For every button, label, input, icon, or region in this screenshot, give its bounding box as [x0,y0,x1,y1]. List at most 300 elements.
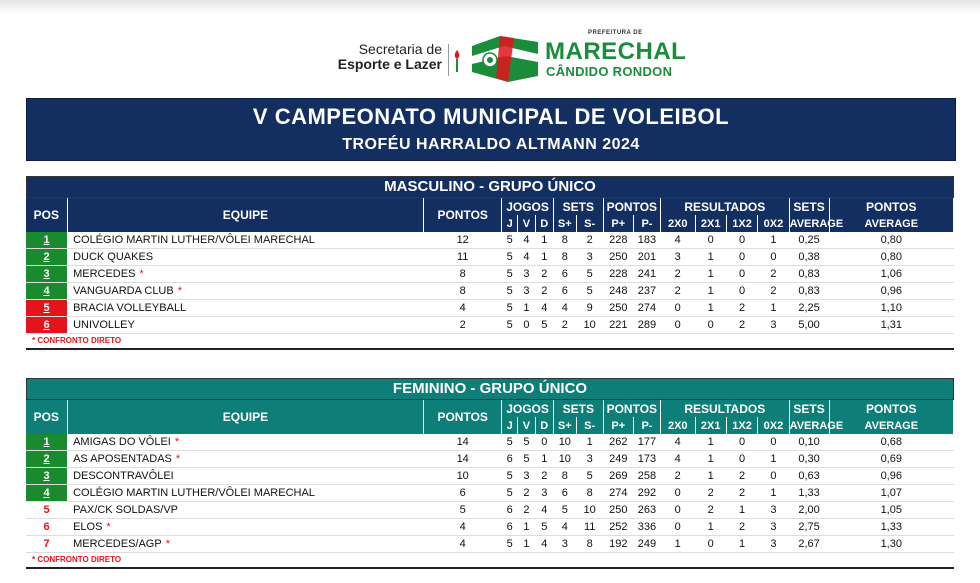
header-sp: S+ [553,417,576,434]
header-r12: 1X2 [726,417,757,434]
team-name: ELOS [73,521,103,533]
row-savg: 2,75 [789,519,829,536]
row-team [67,232,424,249]
row-r12: 2 [726,519,757,536]
row-r02: 0 [758,468,789,485]
table-row [26,300,954,317]
row-sm: 9 [576,300,603,317]
row-pos: 7 [26,536,67,553]
header-pp: P+ [603,417,633,434]
row-v: 0 [518,317,535,334]
row-pts: 4 [424,536,502,553]
row-pm: 258 [633,468,660,485]
row-pavg: 1,10 [829,300,953,317]
row-team [67,502,424,519]
header-sets: SETS [553,400,603,417]
header-pm: P- [633,417,660,434]
row-d: 5 [535,519,553,536]
header-pontos: PONTOS [424,400,502,434]
row-r20: 2 [660,468,695,485]
masculino-group-title: MASCULINO - GRUPO ÚNICO [26,176,954,198]
team-name: UNIVOLLEY [73,319,135,331]
row-v: 2 [518,485,535,502]
row-r02: 3 [758,317,789,334]
row-r21: 1 [695,434,726,451]
row-r21: 0 [695,536,726,553]
row-d: 4 [535,300,553,317]
row-pts: 10 [424,468,502,485]
row-savg: 2,25 [789,300,829,317]
header-pts-avg-sub: AVERAGE [829,417,953,434]
team-name: VANGUARDA CLUB [73,285,174,297]
row-r12: 0 [726,283,757,300]
row-d: 2 [535,468,553,485]
row-v: 5 [518,451,535,468]
secretaria-line1: Secretaria de [358,41,442,57]
row-v: 1 [518,536,535,553]
header-sp: S+ [553,215,576,232]
header-j: J [502,215,518,232]
table-row [26,502,954,519]
header-j: J [502,417,518,434]
row-r12: 0 [726,451,757,468]
row-pp: 274 [603,485,633,502]
row-sp: 8 [553,468,576,485]
row-pavg: 1,33 [829,519,953,536]
row-sm: 3 [576,249,603,266]
direct-match-star: * [175,453,181,465]
row-pm: 177 [633,434,660,451]
row-r02: 1 [758,300,789,317]
row-r02: 0 [758,434,789,451]
row-v: 1 [518,519,535,536]
row-savg: 2,00 [789,502,829,519]
row-sp: 5 [553,502,576,519]
row-r12: 0 [726,232,757,249]
row-sp: 8 [553,249,576,266]
feminino-group-title: FEMININO - GRUPO ÚNICO [26,378,954,400]
row-sm: 10 [576,317,603,334]
row-sm: 8 [576,485,603,502]
row-d: 3 [535,485,553,502]
team-name: DESCONTRAVÔLEI [73,470,174,482]
header-r21: 2X1 [695,215,726,232]
row-pm: 237 [633,283,660,300]
row-r21: 1 [695,300,726,317]
row-r20: 0 [660,300,695,317]
row-sp: 10 [553,434,576,451]
row-pp: 192 [603,536,633,553]
row-r02: 0 [758,249,789,266]
header-sets: SETS [553,198,603,215]
row-pp: 248 [603,283,633,300]
row-sm: 8 [576,536,603,553]
row-pm: 173 [633,451,660,468]
row-r20: 4 [660,434,695,451]
row-r21: 0 [695,232,726,249]
header-resultados: RESULTADOS [660,400,789,417]
row-pavg: 0,80 [829,249,953,266]
row-r21: 1 [695,283,726,300]
row-sp: 2 [553,317,576,334]
row-savg: 0,83 [789,266,829,283]
row-sp: 10 [553,451,576,468]
header-r20: 2X0 [660,215,695,232]
row-pos: 4 [26,485,67,502]
team-name: AMIGAS DO VÔLEI [73,436,171,448]
table-row [26,266,954,283]
row-r20: 0 [660,485,695,502]
row-d: 1 [535,451,553,468]
row-r02: 1 [758,451,789,468]
row-j: 5 [502,266,518,283]
row-pos: 2 [26,249,67,266]
row-pp: 252 [603,519,633,536]
confronto-direto-note: * CONFRONTO DIRETO [26,334,954,350]
row-pts: 14 [424,434,502,451]
row-pavg: 0,96 [829,283,953,300]
row-j: 5 [502,300,518,317]
row-pavg: 1,30 [829,536,953,553]
row-sm: 3 [576,451,603,468]
row-pos: 4 [26,283,67,300]
row-sp: 8 [553,232,576,249]
row-v: 4 [518,249,535,266]
row-r12: 2 [726,485,757,502]
header-sets-avg: SETS [789,400,829,417]
prefeitura-small-label: PREFEITURA DE [588,30,643,36]
header-d: D [535,215,553,232]
row-v: 3 [518,468,535,485]
masculino-table [26,198,954,350]
row-r21: 1 [695,451,726,468]
prefeitura-subname: CÂNDIDO RONDON [546,64,673,79]
row-r20: 3 [660,249,695,266]
row-team [67,451,424,468]
header-r20: 2X0 [660,417,695,434]
row-team [67,536,424,553]
confronto-direto-note: * CONFRONTO DIRETO [26,553,954,569]
row-pts: 14 [424,451,502,468]
row-pos: 6 [26,519,67,536]
row-team [67,300,424,317]
header-pts-avg-sub: AVERAGE [829,215,953,232]
row-sp: 4 [553,300,576,317]
row-pp: 250 [603,249,633,266]
row-r02: 3 [758,519,789,536]
row-savg: 0,10 [789,434,829,451]
row-pp: 269 [603,468,633,485]
row-sm: 2 [576,232,603,249]
row-pp: 250 [603,502,633,519]
table-row [26,468,954,485]
row-savg: 5,00 [789,317,829,334]
header-pts-avg: PONTOS [829,198,953,215]
header-sets-avg-sub: AVERAGE [789,417,829,434]
row-pm: 241 [633,266,660,283]
row-j: 5 [502,249,518,266]
header-sm: S- [576,215,603,232]
championship-title-banner [26,98,956,161]
masculino-standings-table [26,176,954,350]
row-pp: 249 [603,451,633,468]
row-r21: 1 [695,468,726,485]
row-r12: 0 [726,434,757,451]
table-row [26,451,954,468]
row-sm: 10 [576,502,603,519]
header-jogos: JOGOS [502,400,554,417]
row-team [67,317,424,334]
row-pos: 6 [26,317,67,334]
row-r02: 3 [758,502,789,519]
row-pavg: 1,07 [829,485,953,502]
header-sets-avg-sub: AVERAGE [789,215,829,232]
header-pontos-pm: PONTOS [603,198,660,215]
row-r02: 3 [758,536,789,553]
row-v: 3 [518,283,535,300]
top-shade [0,0,980,14]
row-r02: 2 [758,283,789,300]
row-pos: 1 [26,232,67,249]
table-row [26,283,954,300]
header-pp: P+ [603,215,633,232]
row-v: 4 [518,232,535,249]
prefeitura-name: MARECHAL [545,38,687,65]
row-pavg: 0,69 [829,451,953,468]
row-d: 0 [535,434,553,451]
header-d: D [535,417,553,434]
row-d: 1 [535,249,553,266]
header-pos: POS [26,198,67,232]
row-team [67,249,424,266]
row-pavg: 0,80 [829,232,953,249]
row-pos: 5 [26,502,67,519]
row-savg: 0,25 [789,232,829,249]
row-r12: 1 [726,536,757,553]
table-row [26,249,954,266]
header-sm: S- [576,417,603,434]
row-j: 5 [502,283,518,300]
header-r02: 0X2 [758,417,789,434]
row-pm: 289 [633,317,660,334]
direct-match-star: * [177,285,182,297]
row-sp: 6 [553,485,576,502]
team-name: BRACIA VOLLEYBALL [73,302,187,314]
row-j: 6 [502,519,518,536]
row-pm: 249 [633,536,660,553]
row-pts: 4 [424,300,502,317]
row-d: 5 [535,317,553,334]
row-pavg: 1,31 [829,317,953,334]
team-name: AS APOSENTADAS [73,453,172,465]
row-pts: 2 [424,317,502,334]
row-pm: 336 [633,519,660,536]
header-equipe: EQUIPE [67,400,424,434]
row-pm: 263 [633,502,660,519]
team-name: PAX/CK SOLDAS/VP [73,504,179,516]
row-r20: 0 [660,317,695,334]
row-pavg: 0,68 [829,434,953,451]
row-r12: 2 [726,300,757,317]
row-sp: 6 [553,283,576,300]
table-row [26,536,954,553]
table-row [26,317,954,334]
trophy-title: TROFÉU HARRALDO ALTMANN 2024 [342,136,640,153]
row-pos: 2 [26,451,67,468]
header-sets-avg: SETS [789,198,829,215]
row-r21: 2 [695,485,726,502]
header-r12: 1X2 [726,215,757,232]
row-r21: 1 [695,519,726,536]
header-r21: 2X1 [695,417,726,434]
header-jogos: JOGOS [502,198,554,215]
feminino-standings-table [26,378,954,569]
row-pp: 221 [603,317,633,334]
row-j: 5 [502,434,518,451]
row-sm: 5 [576,468,603,485]
row-r02: 2 [758,266,789,283]
row-team [67,283,424,300]
row-sm: 11 [576,519,603,536]
row-pts: 12 [424,232,502,249]
row-team [67,434,424,451]
direct-match-star: * [165,538,170,550]
row-sp: 3 [553,536,576,553]
row-j: 5 [502,232,518,249]
row-r21: 0 [695,317,726,334]
row-r21: 2 [695,502,726,519]
row-pts: 6 [424,485,502,502]
row-team [67,485,424,502]
row-d: 4 [535,502,553,519]
header-logos [320,30,687,84]
header-resultados: RESULTADOS [660,198,789,215]
row-pts: 8 [424,283,502,300]
row-pavg: 0,96 [829,468,953,485]
direct-match-star: * [106,521,111,533]
row-pos: 3 [26,468,67,485]
row-r12: 0 [726,249,757,266]
row-pts: 8 [424,266,502,283]
row-pp: 228 [603,266,633,283]
team-name: DUCK QUAKES [73,251,154,263]
torch-icon [452,50,462,72]
row-team [67,266,424,283]
row-v: 3 [518,266,535,283]
header-v: V [518,215,535,232]
team-name: COLÉGIO MARTIN LUTHER/VÔLEI MARECHAL [73,234,315,246]
logo-divider [448,44,449,76]
row-d: 4 [535,536,553,553]
row-pos: 1 [26,434,67,451]
header-v: V [518,417,535,434]
secretaria-logo [320,42,442,72]
table-row [26,434,954,451]
row-sm: 1 [576,434,603,451]
row-pos: 5 [26,300,67,317]
row-team [67,468,424,485]
row-r02: 1 [758,485,789,502]
row-j: 5 [502,468,518,485]
row-r20: 1 [660,536,695,553]
row-r20: 4 [660,451,695,468]
header-pts-avg: PONTOS [829,400,953,417]
row-j: 6 [502,502,518,519]
header-pontos-pm: PONTOS [603,400,660,417]
row-pm: 292 [633,485,660,502]
feminino-table [26,400,954,569]
row-r20: 0 [660,519,695,536]
row-j: 5 [502,485,518,502]
row-pm: 183 [633,232,660,249]
row-sp: 4 [553,519,576,536]
row-r20: 2 [660,283,695,300]
row-pavg: 1,06 [829,266,953,283]
row-d: 1 [535,232,553,249]
team-name: MERCEDES [73,268,136,280]
row-d: 2 [535,283,553,300]
row-savg: 0,83 [789,283,829,300]
row-pts: 5 [424,502,502,519]
row-r12: 0 [726,266,757,283]
table-row [26,519,954,536]
row-team [67,519,424,536]
row-pp: 250 [603,300,633,317]
header-pm: P- [633,215,660,232]
row-r12: 1 [726,502,757,519]
championship-title: V CAMPEONATO MUNICIPAL DE VOLEIBOL [252,104,730,129]
row-j: 5 [502,536,518,553]
secretaria-line2: Esporte e Lazer [337,56,442,72]
row-v: 5 [518,434,535,451]
table-row [26,485,954,502]
team-name: MERCEDES/AGP [73,538,162,550]
row-sm: 5 [576,266,603,283]
row-r20: 4 [660,232,695,249]
row-r21: 1 [695,249,726,266]
row-pm: 274 [633,300,660,317]
row-sm: 5 [576,283,603,300]
row-r20: 2 [660,266,695,283]
row-sp: 6 [553,266,576,283]
row-r02: 1 [758,232,789,249]
row-pm: 201 [633,249,660,266]
direct-match-star: * [139,268,144,280]
row-pp: 262 [603,434,633,451]
row-j: 6 [502,451,518,468]
table-row [26,232,954,249]
header-r02: 0X2 [758,215,789,232]
row-v: 1 [518,300,535,317]
row-v: 2 [518,502,535,519]
row-pavg: 1,05 [829,502,953,519]
row-pp: 228 [603,232,633,249]
header-pontos: PONTOS [424,198,502,232]
row-pts: 4 [424,519,502,536]
row-j: 5 [502,317,518,334]
row-r12: 2 [726,468,757,485]
row-savg: 2,67 [789,536,829,553]
direct-match-star: * [174,436,180,448]
row-savg: 1,33 [789,485,829,502]
row-pos: 3 [26,266,67,283]
row-d: 2 [535,266,553,283]
row-r20: 0 [660,502,695,519]
header-equipe: EQUIPE [67,198,424,232]
flag-logo-icon [470,32,540,84]
team-name: COLÉGIO MARTIN LUTHER/VÔLEI MARECHAL [73,487,315,499]
row-r12: 2 [726,317,757,334]
